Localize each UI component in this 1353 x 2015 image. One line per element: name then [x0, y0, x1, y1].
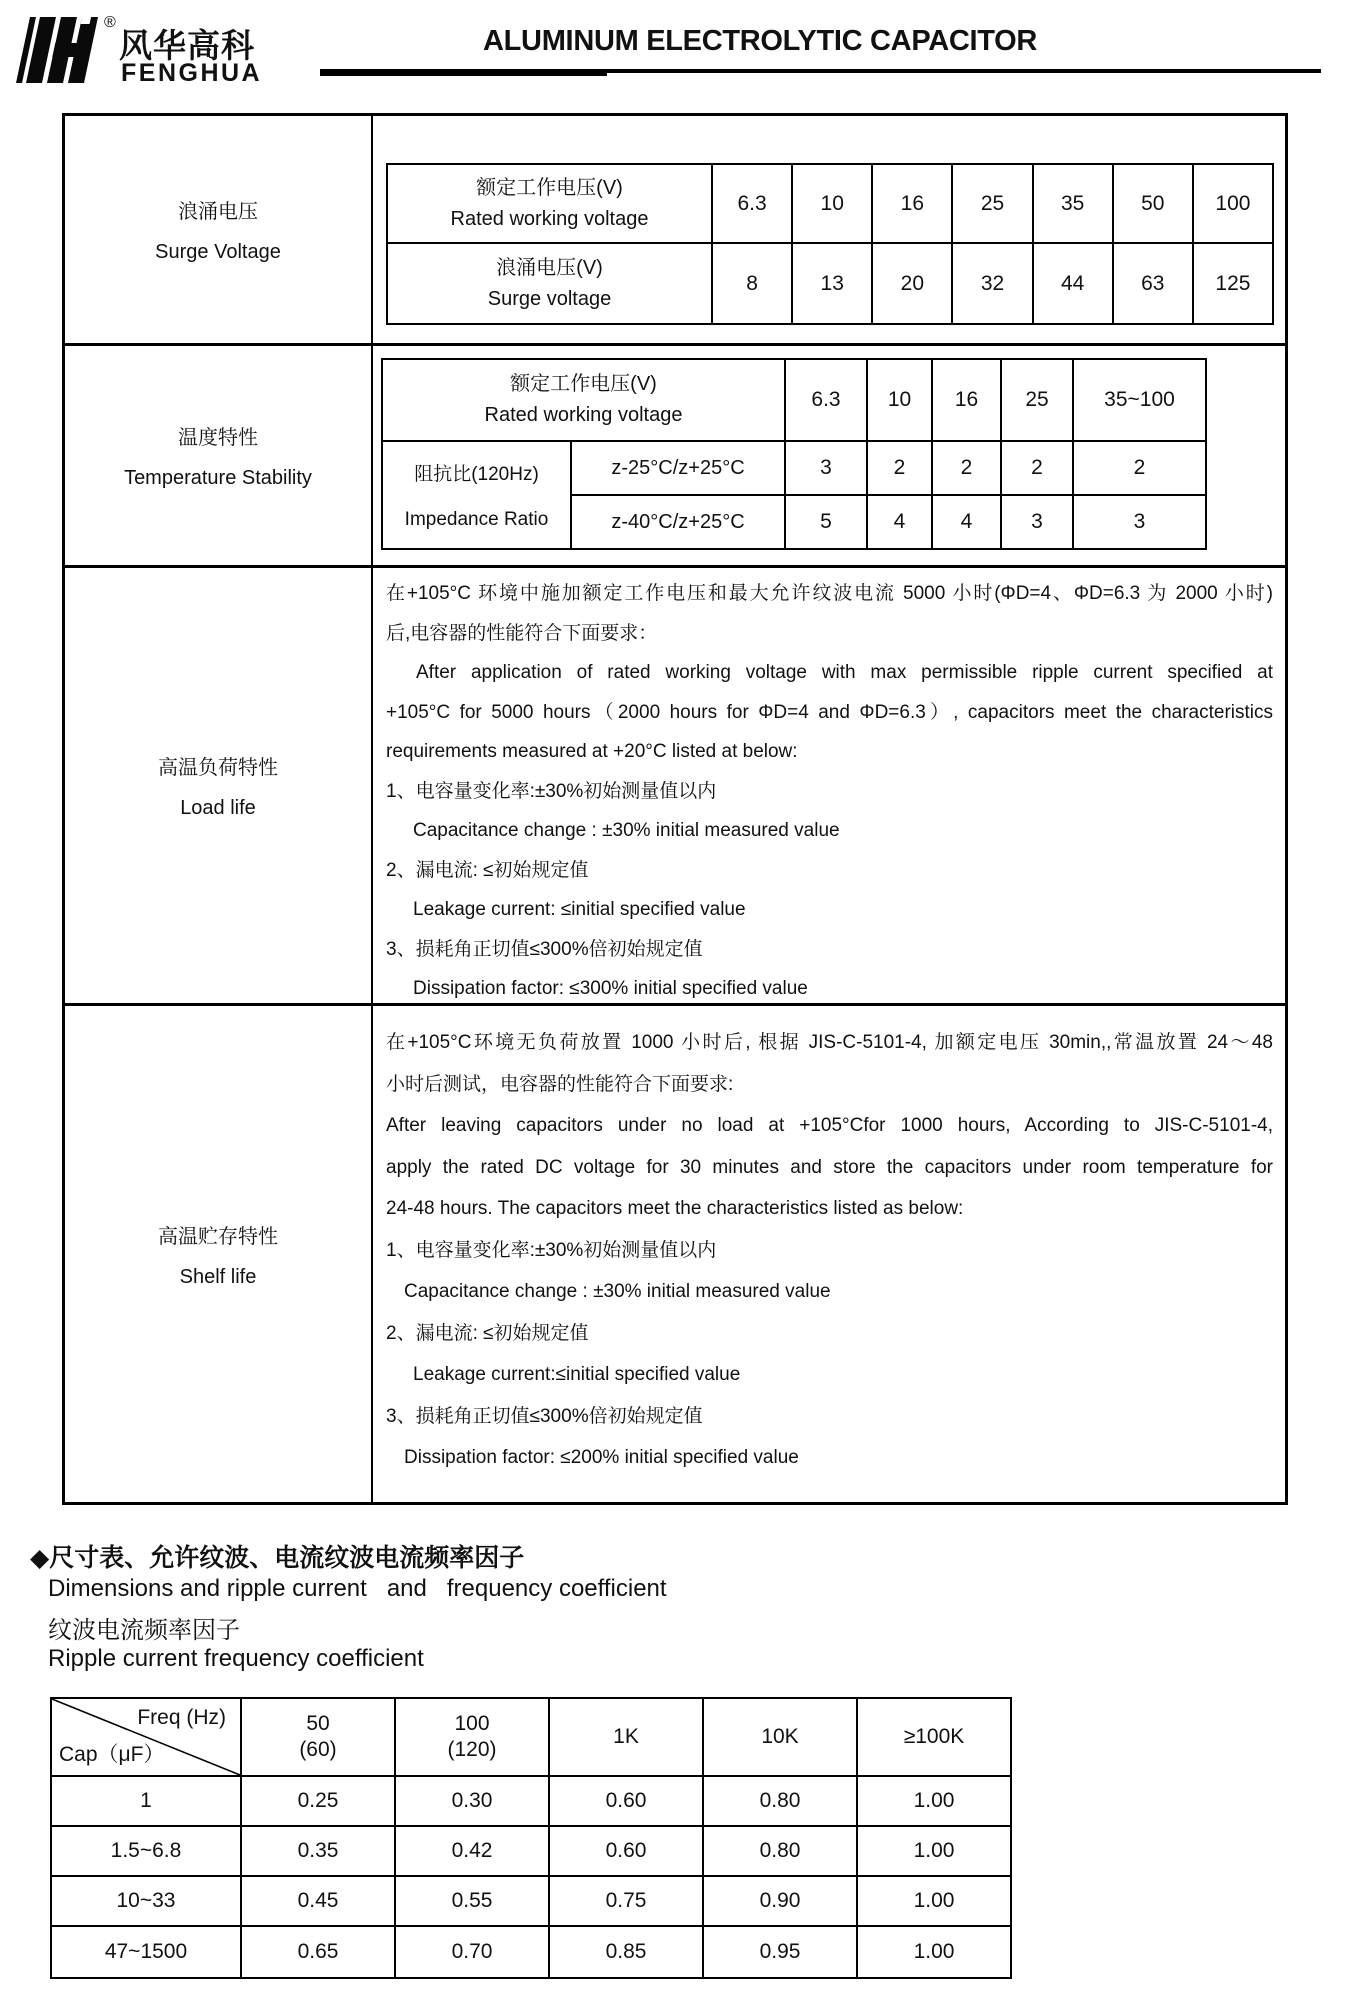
table-cell: 63 — [1114, 244, 1194, 323]
impedance-ratio-header — [383, 442, 572, 548]
text-line: Dissipation factor: ≤300% initial specified value — [413, 978, 808, 999]
table-cell: 0.80 — [704, 1777, 858, 1825]
table-cell: 3 — [1002, 496, 1074, 548]
text-line: requirements measured at +20°C listed at below: — [386, 741, 798, 762]
section-heading-cn: ◆尺寸表、允许纹波、电流纹波电流频率因子 — [30, 1544, 525, 1572]
table-row-shelf-life — [65, 1006, 1285, 1502]
table-row — [52, 1877, 1010, 1927]
fenghua-logo-icon — [16, 16, 112, 84]
row-label-shelf-life — [65, 1006, 373, 1502]
section-subheading-en: Ripple current frequency coefficient — [48, 1645, 424, 1672]
text-line: Leakage current: ≤initial specified value — [413, 899, 746, 920]
text-line: 在+105°C 环境中施加额定工作电压和最大允许纹波电流 5000 小时(ΦD=4、ΦD=6.3 为 2000 小时) — [386, 583, 1273, 604]
table-cell: 10 — [793, 165, 873, 242]
table-row — [383, 360, 1205, 442]
row-label-en: Shelf life — [179, 1265, 257, 1288]
table-cell: 20 — [873, 244, 953, 323]
table-cell: 0.80 — [704, 1827, 858, 1875]
row-label-cn: 温度特性 — [178, 427, 258, 449]
row-label-cn: 高温负荷特性 — [158, 757, 278, 779]
table-row-surge-voltage — [65, 116, 1285, 346]
spec-table — [62, 113, 1288, 1505]
header-en: Surge voltage — [487, 287, 612, 310]
table-cell: 16 — [873, 165, 953, 242]
table-cell: 0.75 — [550, 1877, 704, 1925]
table-cell: 100 — [1215, 191, 1251, 215]
row-label-load-life — [65, 568, 373, 1003]
table-cell: 2 — [1002, 442, 1074, 494]
table-cell: 0.65 — [242, 1927, 396, 1977]
column-header — [704, 1699, 858, 1775]
table-cell: 35~100 — [1104, 388, 1175, 411]
table-cell: 32 — [953, 244, 1033, 323]
table-cell: 50 — [1114, 165, 1194, 242]
header-cn: 额定工作电压(V) — [510, 373, 657, 395]
freq-axis-label: Freq (Hz) — [137, 1706, 226, 1729]
header-line: (60) — [299, 1738, 337, 1761]
cap-range-cell: 47~1500 — [52, 1927, 242, 1977]
text-line: After application of rated working voltage with max permissible ripple current specified at — [416, 662, 1273, 683]
row-label-cn: 浪涌电压 — [178, 201, 258, 223]
table-cell: 0.30 — [396, 1777, 550, 1825]
table-cell: 5 — [786, 496, 868, 548]
table-row — [52, 1777, 1010, 1827]
text-line: 在+105°C环境无负荷放置 1000 小时后, 根据 JIS-C-5101-4, 加额定电压 30min,,常温放置 24～48 — [386, 1032, 1273, 1053]
logo-chinese-name: 风华高科 — [119, 27, 255, 64]
logo-english-name: FENGHUA — [121, 59, 263, 87]
section-subheading-cn: 纹波电流频率因子 — [48, 1617, 240, 1644]
table-cell: 0.95 — [704, 1927, 858, 1977]
table-header-row — [52, 1699, 1010, 1777]
text-line: 1、电容量变化率:±30%初始测量值以内 — [386, 1239, 717, 1261]
text-line: 小时后测试，电容器的性能符合下面要求: — [386, 1073, 734, 1095]
shelf-life-text — [373, 1006, 1285, 1502]
rated-voltage-header — [383, 360, 786, 440]
cap-axis-label: Cap（μF） — [59, 1743, 165, 1766]
table-cell: 4 — [933, 496, 1002, 548]
table-cell: 0.55 — [396, 1877, 550, 1925]
table-cell: 2 — [868, 442, 933, 494]
row-label-en: Surge Voltage — [155, 241, 281, 263]
text-line: 1、电容量变化率:±30%初始测量值以内 — [386, 780, 717, 802]
header-line: (120) — [447, 1738, 497, 1761]
header-line: ≥100K — [903, 1725, 965, 1748]
header-line: 50 — [306, 1712, 330, 1735]
text-line: Capacitance change : ±30% initial measured value — [404, 1281, 831, 1302]
column-header — [242, 1699, 396, 1775]
table-cell: 0.25 — [242, 1777, 396, 1825]
surge-voltage-inner-table — [386, 163, 1274, 325]
shelf-life-content — [373, 1006, 1285, 1502]
table-cell: 0.45 — [242, 1877, 396, 1925]
header-cn: 额定工作电压(V) — [476, 176, 623, 199]
table-cell: 4 — [868, 496, 933, 548]
header-line: 100 — [454, 1712, 490, 1735]
surge-voltage-content — [373, 116, 1285, 343]
table-cell: 2 — [933, 442, 1002, 494]
load-life-content — [373, 568, 1285, 1003]
header-rule-thin — [605, 69, 1321, 73]
text-line: Leakage current:≤initial specified value — [413, 1364, 741, 1385]
table-cell: 3 — [1133, 510, 1146, 533]
table-cell: 25 — [1002, 360, 1074, 440]
table-cell: 0.90 — [704, 1877, 858, 1925]
table-cell: 35 — [1034, 165, 1114, 242]
row-label-surge-voltage — [65, 116, 373, 343]
text-line: 3、损耗角正切值≤300%倍初始规定值 — [386, 938, 703, 960]
table-row — [572, 442, 1205, 496]
temperature-inner-table — [381, 358, 1207, 550]
text-line: After leaving capacitors under no load at +105°Cfor 1000 hours, According to JIS-C-5101-4, — [386, 1115, 1273, 1136]
table-cell: 0.60 — [550, 1777, 704, 1825]
cap-range-cell: 1 — [52, 1777, 242, 1825]
column-header — [550, 1699, 704, 1775]
table-cell: 10 — [868, 360, 933, 440]
header-en: Impedance Ratio — [404, 508, 549, 530]
table-row — [572, 496, 1205, 548]
condition-cell: z-40°C/z+25°C — [572, 496, 786, 548]
header-rule-thick — [320, 69, 607, 76]
section-heading-en: Dimensions and ripple current and frequency coefficient — [48, 1575, 667, 1602]
column-header — [396, 1699, 550, 1775]
table-row — [388, 244, 1272, 323]
table-cell: 0.60 — [550, 1827, 704, 1875]
table-row-load-life — [65, 568, 1285, 1006]
text-line: +105°C for 5000 hours（2000 hours for ΦD=4 and ΦD=6.3）, capacitors meet the characteristics — [386, 701, 1273, 723]
text-line: 2、漏电流: ≤初始规定值 — [386, 859, 589, 881]
rated-voltage-header — [388, 165, 713, 242]
ripple-frequency-coefficient-table — [50, 1697, 1012, 1979]
load-life-text — [373, 568, 1285, 1003]
registered-trademark-icon: ® — [104, 14, 116, 31]
table-cell: 1.00 — [913, 1940, 955, 1963]
row-label-cn: 高温贮存特性 — [158, 1225, 278, 1248]
table-row — [52, 1927, 1010, 1977]
text-line: Capacitance change : ±30% initial measured value — [413, 820, 840, 841]
impedance-ratio-rows — [383, 442, 1205, 548]
column-header — [858, 1699, 1010, 1775]
page-title: ALUMINUM ELECTROLYTIC CAPACITOR — [483, 25, 1038, 57]
table-row-temperature-stability — [65, 346, 1285, 568]
table-cell: 25 — [953, 165, 1033, 242]
table-cell: 1.00 — [913, 1839, 955, 1862]
row-label-en: Temperature Stability — [124, 467, 312, 489]
table-cell: 6.3 — [713, 165, 793, 242]
row-label-en: Load life — [180, 797, 256, 819]
condition-cell: z-25°C/z+25°C — [572, 442, 786, 494]
header-cn: 浪涌电压(V) — [496, 256, 603, 279]
table-cell: 6.3 — [786, 360, 868, 440]
table-cell: 13 — [793, 244, 873, 323]
table-cell: 0.85 — [550, 1927, 704, 1977]
table-cell: 16 — [933, 360, 1002, 440]
table-cell: 0.70 — [396, 1927, 550, 1977]
table-cell: 125 — [1215, 271, 1251, 295]
text-line: 后,电容器的性能符合下面要求： — [386, 622, 658, 644]
text-line: 24-48 hours. The capacitors meet the characteristics listed as below: — [386, 1198, 964, 1219]
text-line: 3、损耗角正切值≤300%倍初始规定值 — [386, 1405, 703, 1427]
table-cell: 8 — [713, 244, 793, 323]
row-label-temperature-stability — [65, 346, 373, 565]
table-cell: 1.00 — [913, 1789, 955, 1812]
cap-range-cell: 1.5~6.8 — [52, 1827, 242, 1875]
cap-range-cell: 10~33 — [52, 1877, 242, 1925]
table-row — [388, 165, 1272, 244]
table-cell: 1.00 — [913, 1889, 955, 1912]
text-line: 2、漏电流: ≤初始规定值 — [386, 1322, 589, 1344]
table-row — [52, 1827, 1010, 1877]
header-line: 1K — [613, 1725, 639, 1748]
table-cell: 3 — [786, 442, 868, 494]
header-line: 10K — [761, 1725, 799, 1748]
table-cell: 0.42 — [396, 1827, 550, 1875]
header-en: Rated working voltage — [450, 207, 649, 230]
header-en: Rated working voltage — [484, 404, 683, 426]
header-cn: 阻抗比(120Hz) — [414, 464, 539, 486]
surge-voltage-row-header — [388, 244, 713, 323]
table-cell: 0.35 — [242, 1827, 396, 1875]
corner-header-cell — [52, 1699, 242, 1775]
table-cell: 44 — [1034, 244, 1114, 323]
text-line: Dissipation factor: ≤200% initial specified value — [404, 1447, 799, 1468]
text-line: apply the rated DC voltage for 30 minutes and store the capacitors under room temperature for — [386, 1156, 1273, 1178]
temperature-content — [373, 346, 1285, 565]
table-cell: 2 — [1133, 456, 1146, 479]
